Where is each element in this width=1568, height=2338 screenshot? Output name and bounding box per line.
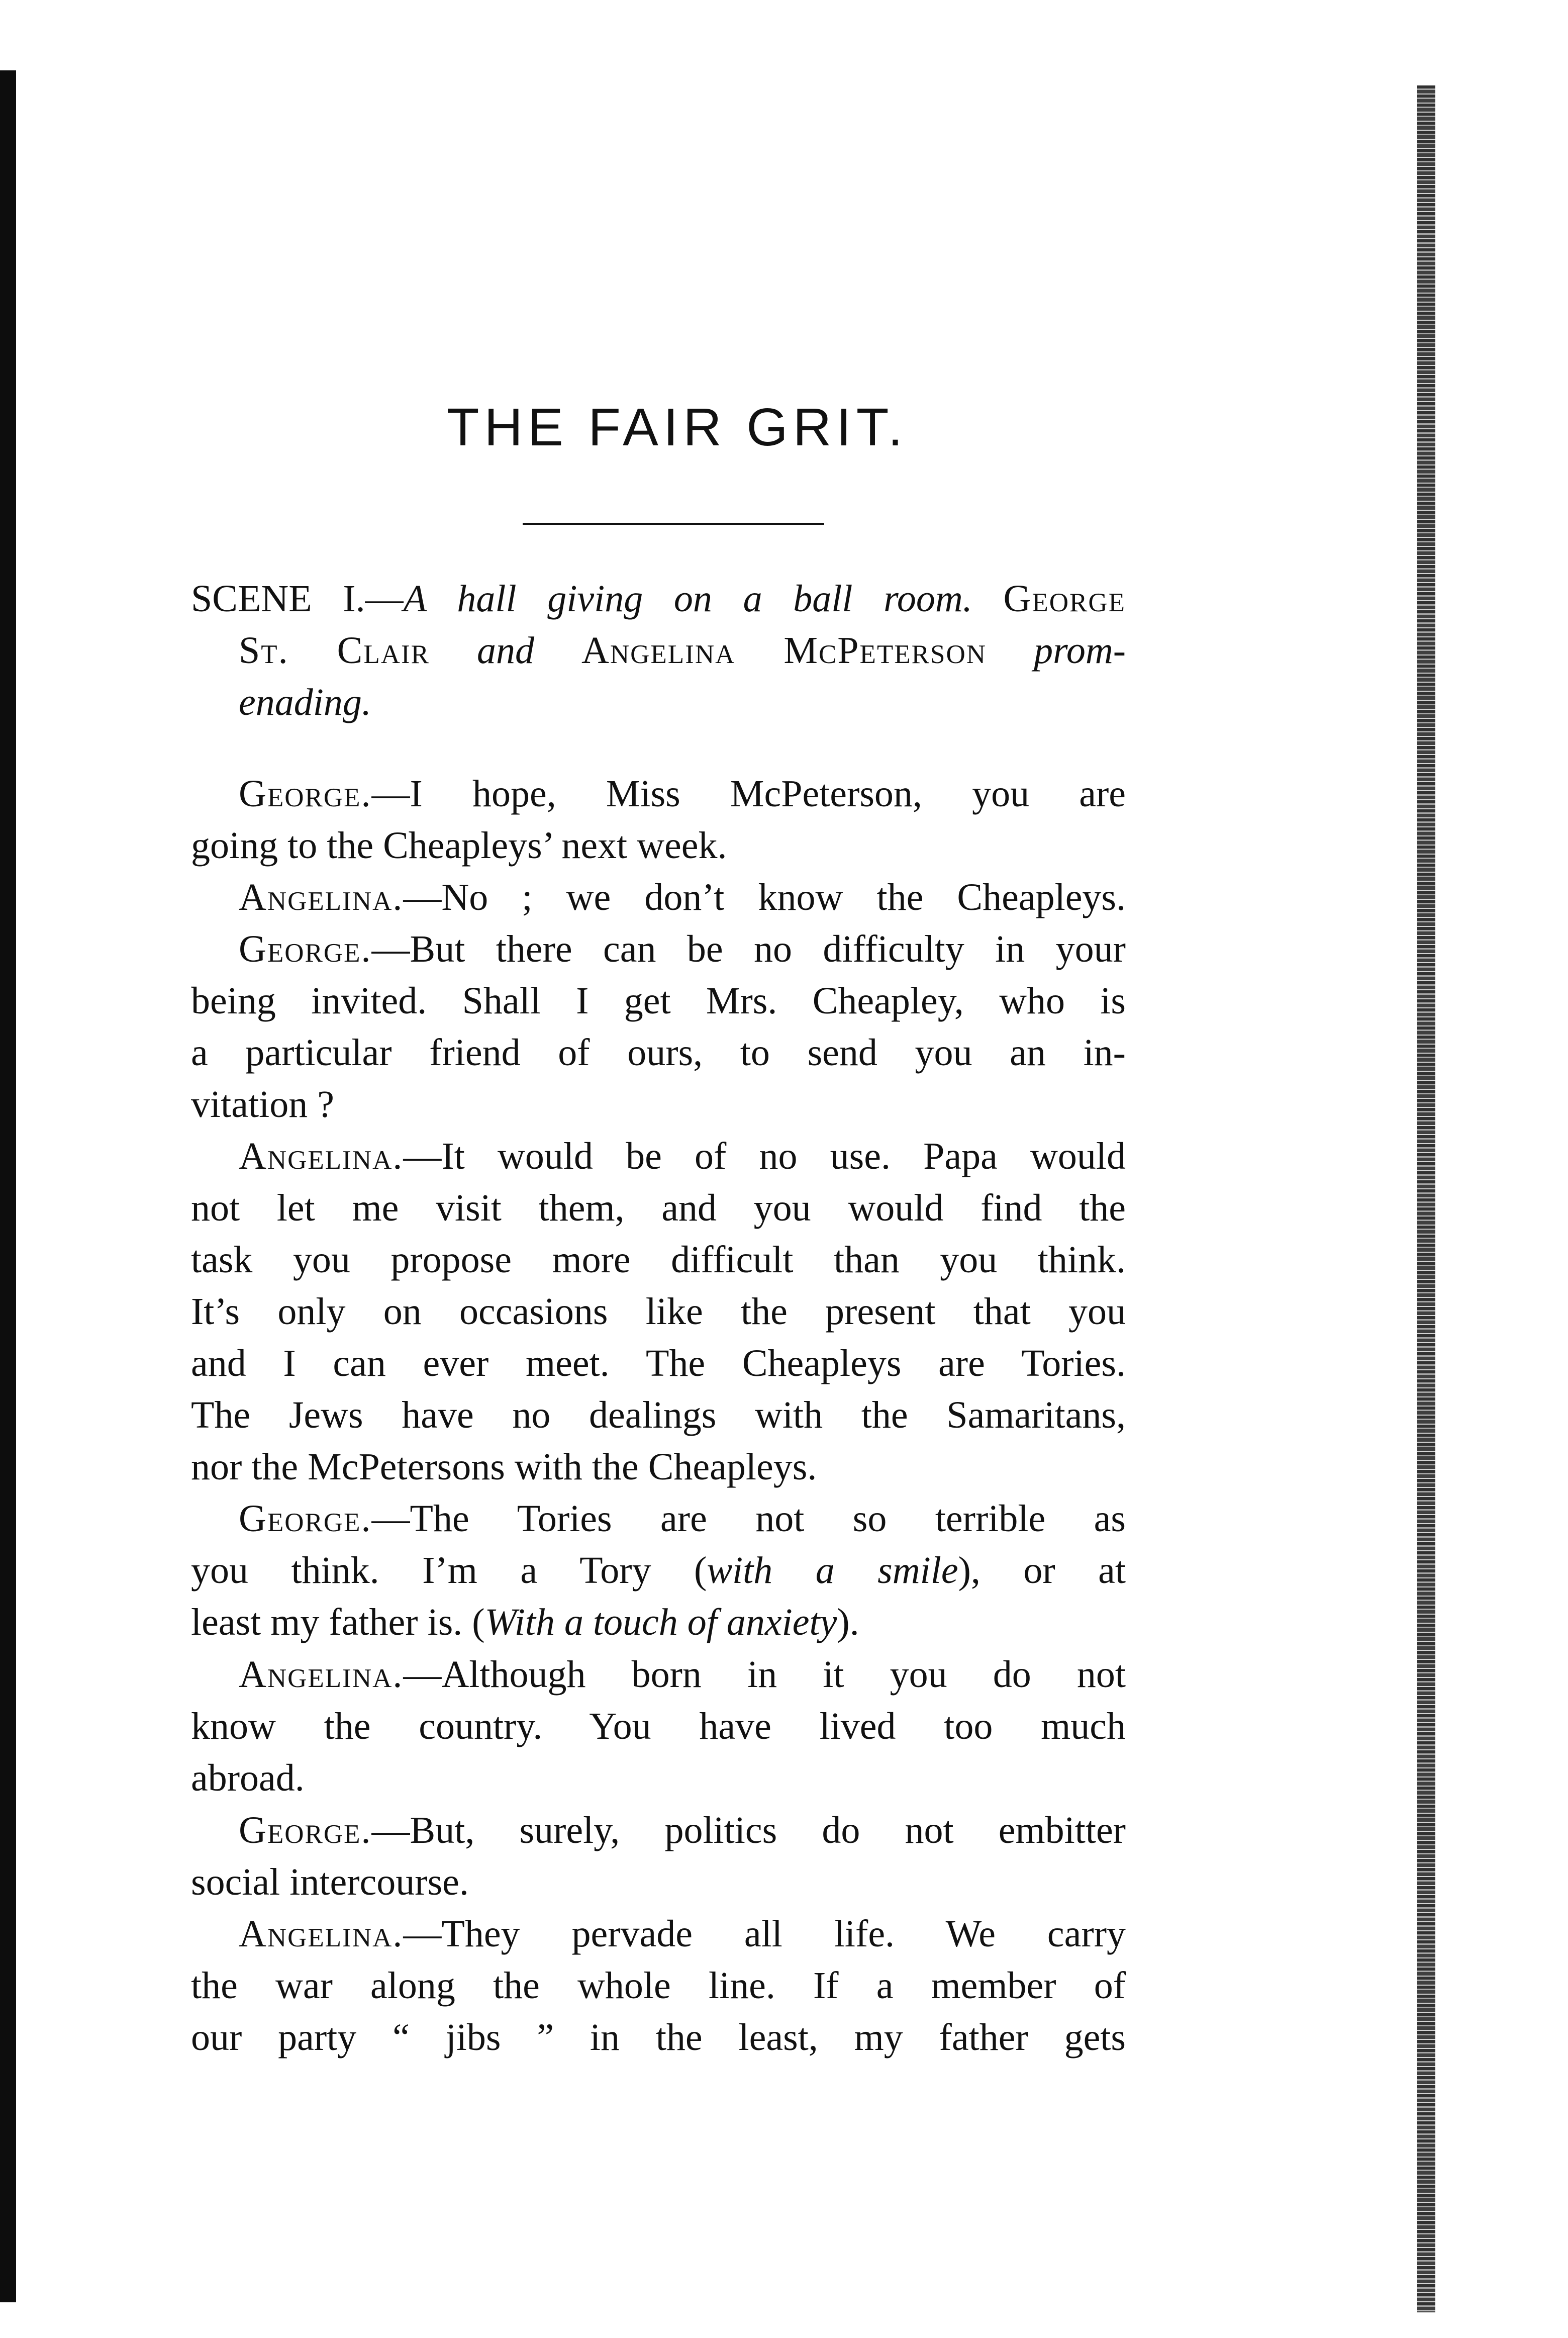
speaker-name: George. — [239, 1498, 372, 1540]
speech-george-1: George.—I hope, Miss McPeterson, you are going to the Cheapleys’ next week. — [191, 773, 1126, 867]
page-edge-shadow — [1417, 85, 1435, 2312]
speech-angelina-2: Angelina.—It would be of no use. Papa would not let me visit them, and you would find the task you propose more difficult than you think. It’s only on occasions like the present that you and I can ever meet. The Cheapleys are Tories. The Jews have no dealings with the Samaritans, nor the McPetersons with the Cheapleys. — [191, 1135, 1126, 1488]
speech-angelina-4: Angelina.—They pervade all life. We carry the war along the whole line. If a member of our party “ jibs ” in the least, my father gets — [191, 1913, 1126, 2059]
speech-angelina-3: Angelina.—Although born in it you do not know the country. You have lived too much abroad. — [191, 1653, 1126, 1799]
speaker-name: Angelina. — [239, 876, 404, 918]
stage-line-1: SCENE I.—A hall giving on a ball room. George — [191, 578, 1126, 620]
speaker-name: George. — [239, 1809, 372, 1851]
speaker-name: George. — [239, 773, 372, 815]
speech-angelina-1: Angelina.—No ; we don’t know the Cheapleys. — [239, 876, 1126, 918]
speech-george-4: George.—But, surely, politics do not embitter social intercourse. — [191, 1809, 1126, 1903]
scene-heading: SCENE I. — [191, 578, 365, 620]
title-rule — [523, 523, 824, 525]
speaker-name: Angelina. — [239, 1135, 404, 1177]
speaker-name: Angelina. — [239, 1653, 404, 1696]
stage-line-2: St. Clair and Angelina McPeterson prom- — [239, 629, 1126, 672]
speaker-name: George. — [239, 928, 372, 970]
scene-setting: A hall giving on a ball room. — [403, 578, 972, 620]
page-title: THE FAIR GRIT. — [446, 398, 908, 457]
character-angelina: Angelina McPeterson — [581, 629, 987, 672]
stage-direction — [191, 573, 1126, 728]
speech-george-2: George.—But there can be no difficulty in your being invited. Shall I get Mrs. Cheapley, who is a particular friend of ours, to send you an in- vitation ? — [191, 928, 1126, 1126]
character-george: George — [1003, 578, 1126, 620]
speaker-name: Angelina. — [239, 1913, 404, 1955]
speech-george-3: George.—The Tories are not so terrible as you think. I’m a Tory (with a smile), or at least my father is. (With a touch of anxiety). — [191, 1498, 1126, 1643]
stage-line-3: enading. — [239, 681, 371, 723]
